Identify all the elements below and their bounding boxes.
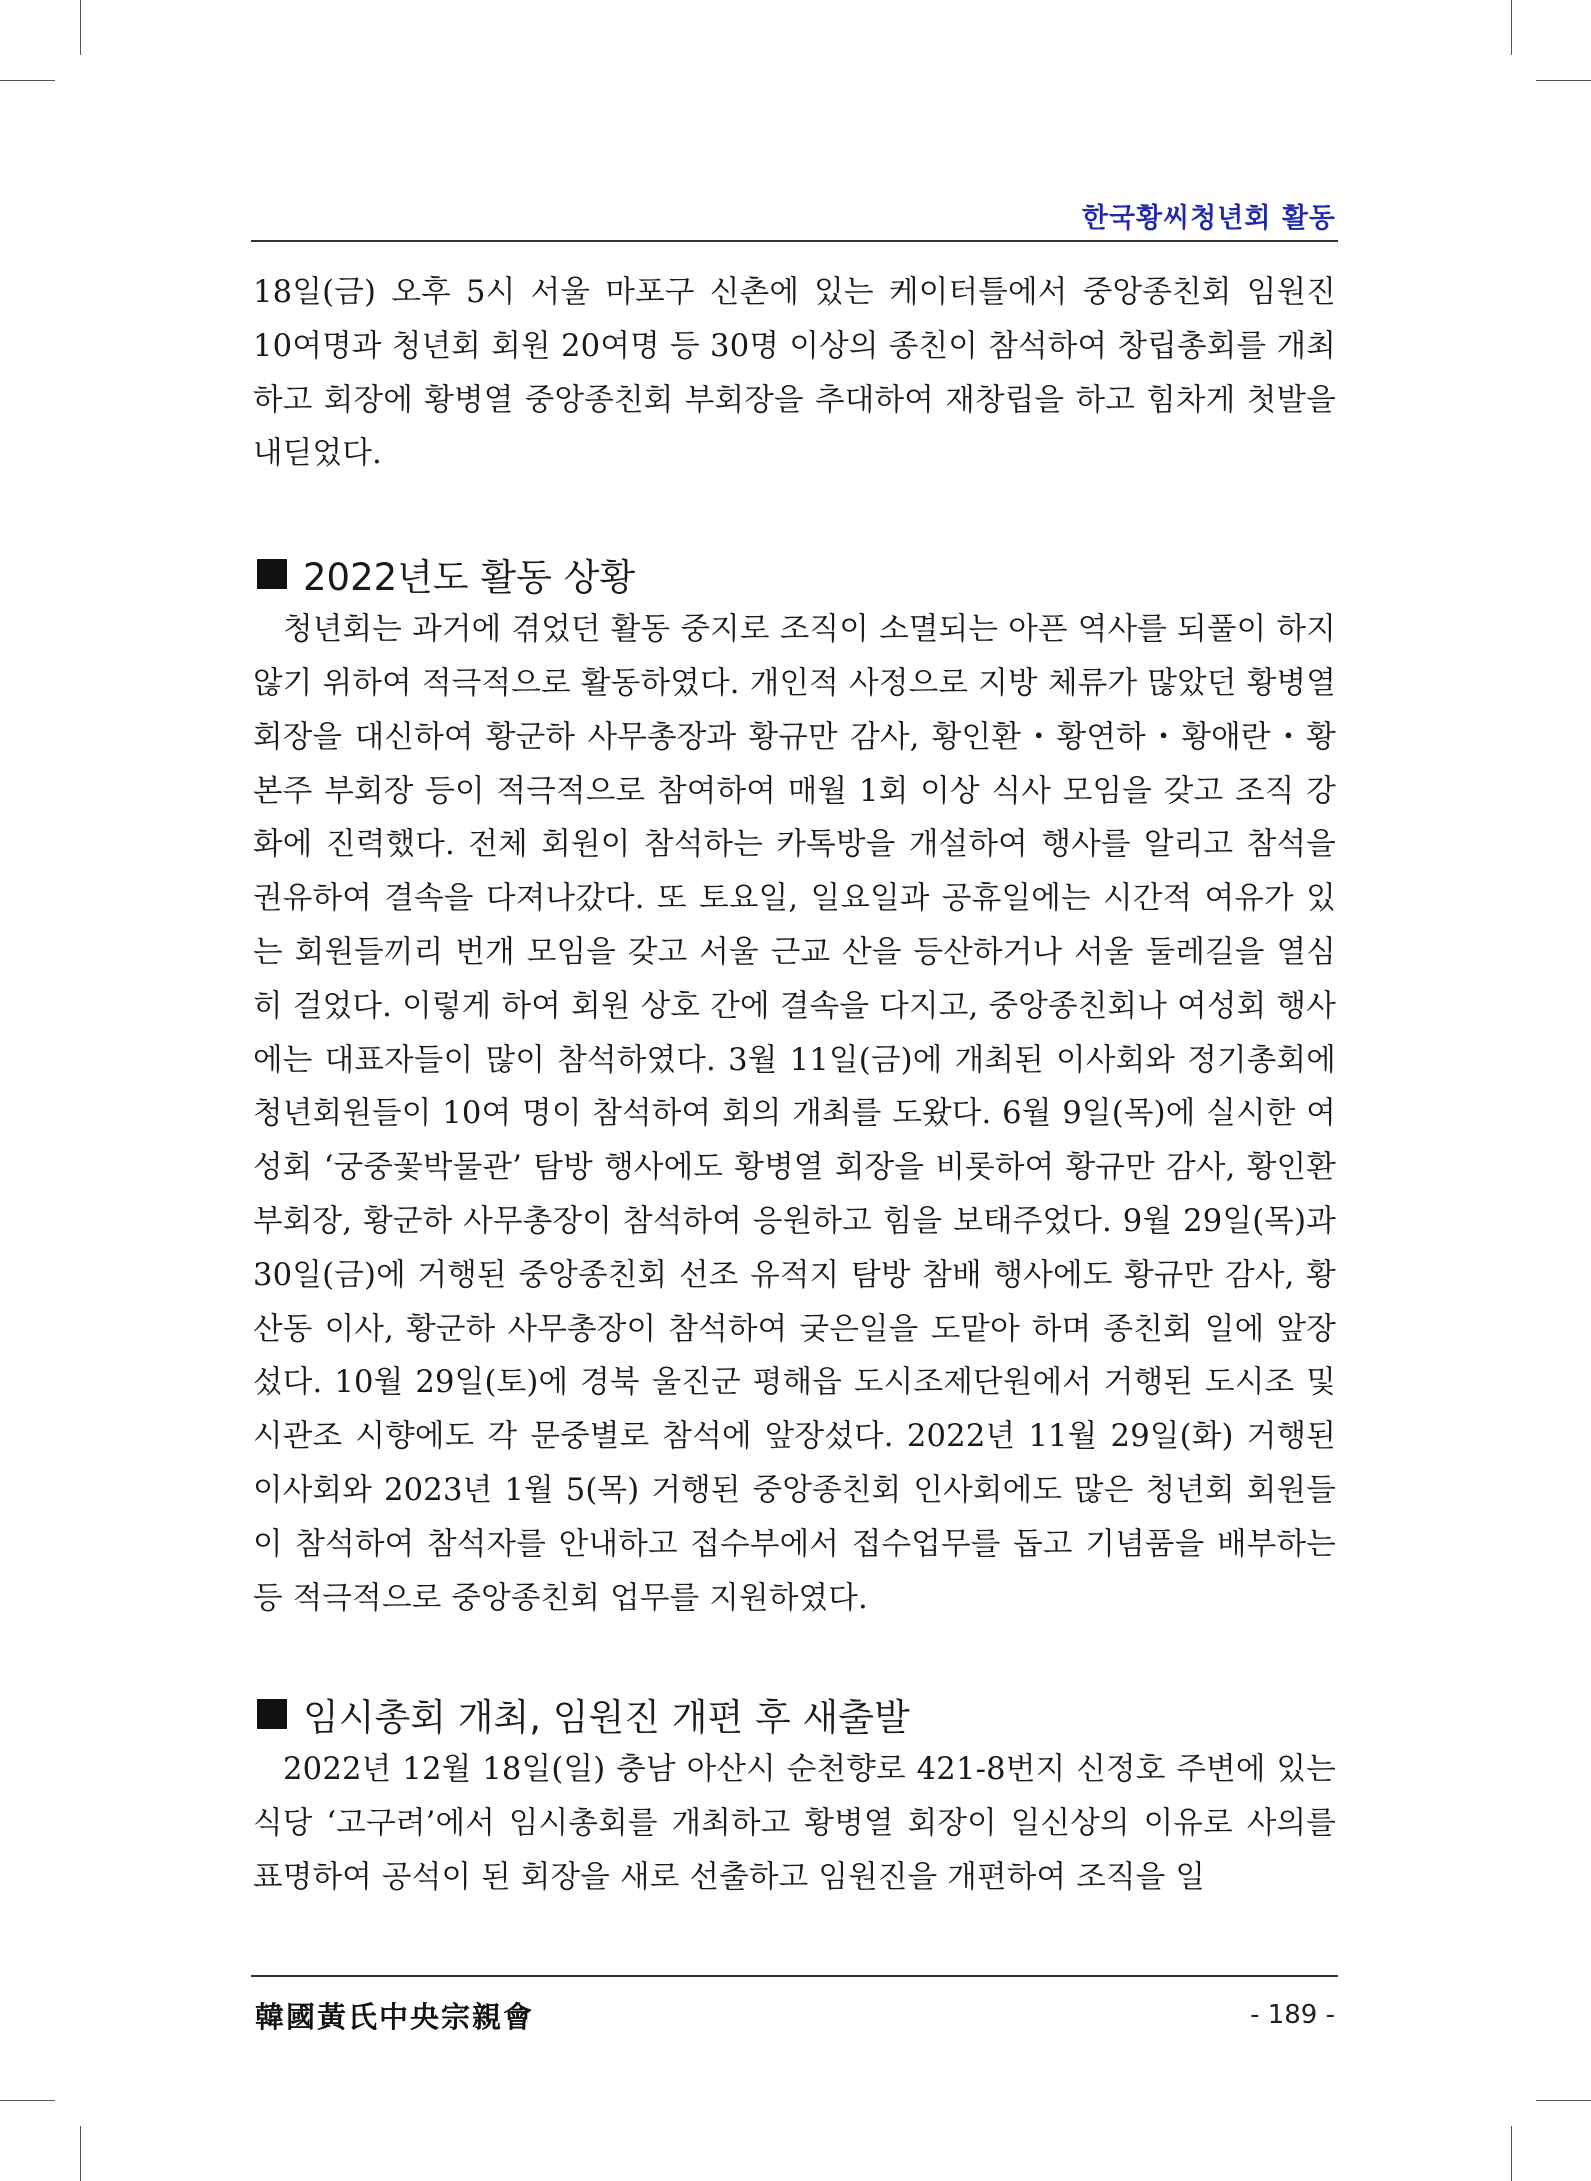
section-heading-activities xyxy=(253,545,1336,603)
crop-mark xyxy=(80,0,81,55)
footer-divider xyxy=(251,1975,1338,1977)
black-square-bullet-icon xyxy=(257,1699,287,1729)
section-heading-general-meeting xyxy=(253,1685,1336,1743)
activities-paragraph: 청년회는 과거에 겪었던 활동 중지로 조직이 소멸되는 아픈 역사를 되풀이 하지 않기 위하여 적극적으로 활동하였다. 개인적 사정으로 지방 체류가 많았던 황병열 회장을 대신하여 황군하 사무총장과 황규만 감사, 황인환・황연하・황애란・황본주 부회장 등이 적극적으로 참여하여 매월 1회 이상 식사 모임을 갖고 조직 강화에 진력했다. 전체 회원이 참석하는 카톡방을 개설하여 행사를 알리고 참석을 권유하여 결속을 다져나갔다. 또 토요일, 일요일과 공휴일에는 시간적 여유가 있는 회원들끼리 번개 모임을 갖고 서울 근교 산을 등산하거나 서울 둘레길을 열심히 걸었다. 이렇게 하여 회원 상호 간에 결속을 다지고, 중앙종친회나 여성회 행사에는 대표자들이 많이 참석하였다. 3월 11일(금)에 개최된 이사회와 정기총회에 청년회원들이 10여 명이 참석하여 회의 개최를 도왔다. 6월 9일(목)에 실시한 여성회 ‘궁중꽃박물관’ 탐방 행사에도 황병열 회장을 비롯하여 황규만 감사, 황인환 부회장, 황군하 사무총장이 참석하여 응원하고 힘을 보태주었다. 9월 29일(목)과 30일(금)에 거행된 중앙종친회 선조 유적지 탐방 참배 행사에도 황규만 감사, 황산동 이사, 황군하 사무총장이 참석하여 궂은일을 도맡아 하며 종친회 일에 앞장섰다. 10월 29일(토)에 경북 울진군 평해읍 도시조제단원에서 거행된 도시조 및 시관조 시향에도 각 문중별로 참석에 앞장섰다. 2022년 11월 29일(화) 거행된 이사회와 2023년 1월 5(목) 거행된 중앙종친회 인사회에도 많은 청년회 회원들이 참석하여 참석자를 안내하고 접수부에서 접수업무를 돕고 기념품을 배부하는 등 적극적으로 중앙종친회 업무를 지원하였다. xyxy=(253,612,1336,1616)
section-heading-text: 2022년도 활동 상황 xyxy=(303,556,636,600)
page-number: - 189 - xyxy=(1250,2000,1335,2030)
crop-mark xyxy=(1536,80,1591,81)
crop-mark xyxy=(1511,2126,1512,2181)
page-body xyxy=(253,266,1336,1905)
black-square-bullet-icon xyxy=(257,559,287,589)
intro-paragraph: 18일(금) 오후 5시 서울 마포구 신촌에 있는 케이터틀에서 중앙종친회 임원진 10여명과 청년회 회원 20여명 등 30명 이상의 종친이 참석하여 창립총회를 개최하고 회장에 황병열 중앙종친회 부회장을 추대하여 재창립을 하고 힘차게 첫발을 내딛었다. xyxy=(253,275,1336,472)
crop-mark xyxy=(80,2126,81,2181)
header-divider xyxy=(251,240,1338,242)
crop-mark xyxy=(0,80,55,81)
organization-name: 韓國黃氏中央宗親會 xyxy=(255,2000,535,2034)
crop-mark xyxy=(1536,2100,1591,2101)
section-heading-text: 임시총회 개최, 임원진 개편 후 새출발 xyxy=(303,1696,910,1740)
running-header: 한국황씨청년회 활동 xyxy=(1081,203,1336,234)
general-meeting-paragraph: 2022년 12월 18일(일) 충남 아산시 순천향로 421-8번지 신정호 주변에 있는 식당 ‘고구려’에서 임시총회를 개최하고 황병열 회장이 일신상의 이유로 사의를 표명하여 공석이 된 회장을 새로 선출하고 임원진을 개편하여 조직을 일 xyxy=(253,1752,1336,1895)
crop-mark xyxy=(0,2100,55,2101)
crop-mark xyxy=(1511,0,1512,55)
